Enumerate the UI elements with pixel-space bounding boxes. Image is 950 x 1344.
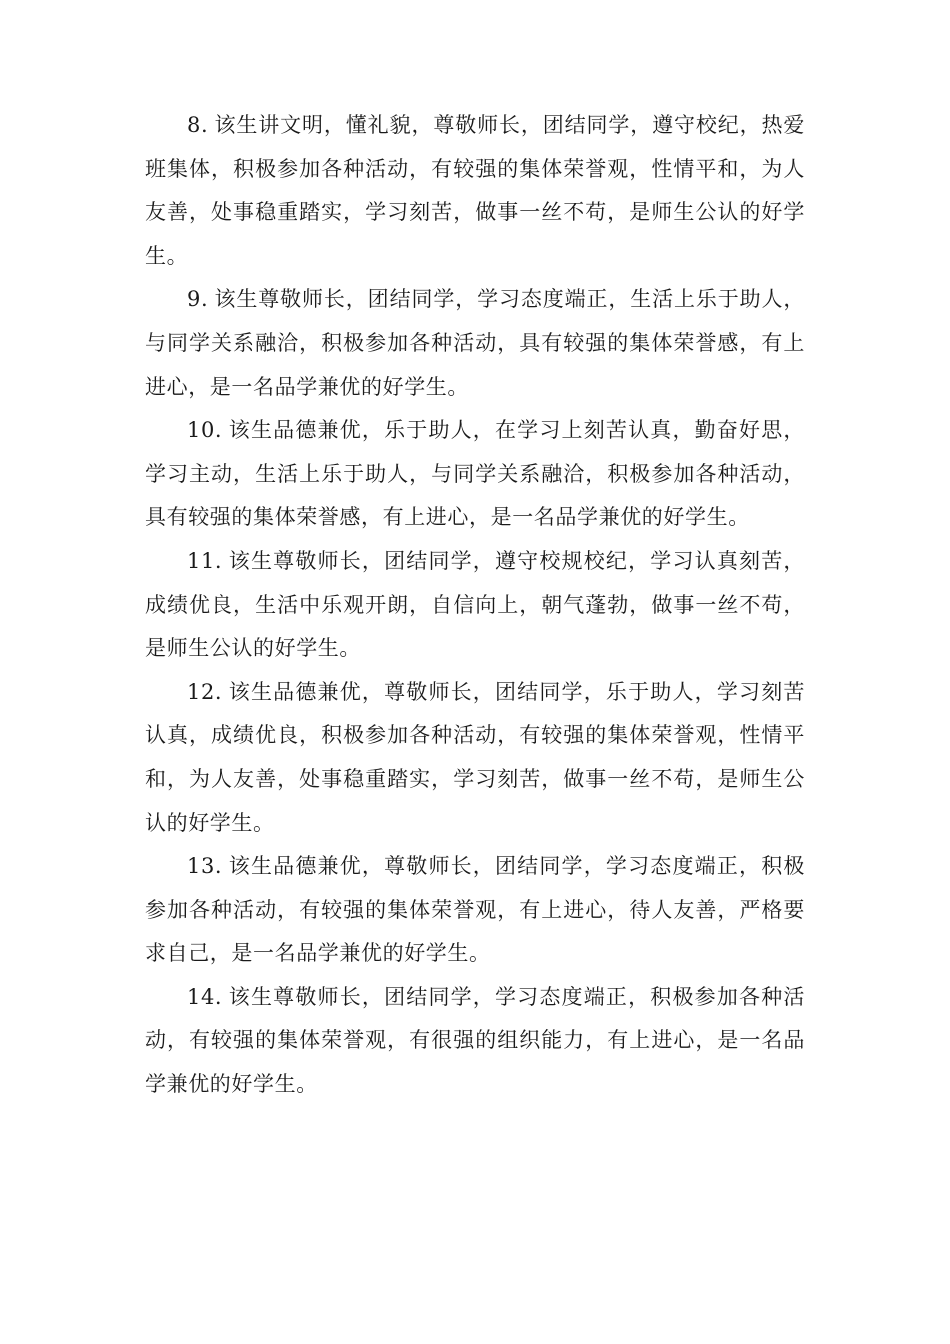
paragraph-number: 12. xyxy=(187,679,223,704)
paragraph-number: 14. xyxy=(187,984,223,1009)
paragraph-number: 11. xyxy=(187,548,223,573)
paragraph-9 xyxy=(145,278,805,409)
paragraph-number: 9. xyxy=(187,287,209,312)
paragraph-text: 该生品德兼优，尊敬师长，团结同学，乐于助人，学习刻苦认真，成绩优良，积极参加各种活动，有较强的集体荣誉观，性情平和，为人友善，处事稳重踏实，学习刻苦，做事一丝不苟，是师生公认的好学生。 xyxy=(145,679,805,835)
paragraph-text: 该生尊敬师长，团结同学，学习态度端正，生活上乐于助人，与同学关系融洽，积极参加各种活动，具有较强的集体荣誉感，有上进心，是一名品学兼优的好学生。 xyxy=(145,287,805,399)
paragraph-text: 该生尊敬师长，团结同学，遵守校规校纪，学习认真刻苦，成绩优良，生活中乐观开朗，自信向上，朝气蓬勃，做事一丝不苟，是师生公认的好学生。 xyxy=(145,548,805,661)
paragraph-13 xyxy=(145,845,805,976)
paragraph-11 xyxy=(145,540,805,671)
paragraph-14 xyxy=(145,976,805,1107)
paragraph-text: 该生讲文明，懂礼貌，尊敬师长，团结同学，遵守校纪，热爱班集体，积极参加各种活动，有较强的集体荣誉观，性情平和，为人友善，处事稳重踏实，学习刻苦，做事一丝不苟，是师生公认的好学生。 xyxy=(145,113,805,268)
paragraph-number: 13. xyxy=(187,854,223,879)
paragraph-8 xyxy=(145,104,805,278)
paragraph-10 xyxy=(145,409,805,540)
paragraph-text: 该生品德兼优，尊敬师长，团结同学，学习态度端正，积极参加各种活动，有较强的集体荣誉观，有上进心，待人友善，严格要求自己，是一名品学兼优的好学生。 xyxy=(145,854,805,966)
document-body xyxy=(145,104,805,1107)
paragraph-number: 10. xyxy=(187,418,223,443)
paragraph-12 xyxy=(145,671,805,845)
paragraph-text: 该生尊敬师长，团结同学，学习态度端正，积极参加各种活动，有较强的集体荣誉观，有很强的组织能力，有上进心，是一名品学兼优的好学生。 xyxy=(145,984,805,1097)
paragraph-text: 该生品德兼优，乐于助人，在学习上刻苦认真，勤奋好思，学习主动，生活上乐于助人，与同学关系融洽，积极参加各种活动，具有较强的集体荣誉感，有上进心，是一名品学兼优的好学生。 xyxy=(145,418,805,530)
paragraph-number: 8. xyxy=(187,113,209,137)
